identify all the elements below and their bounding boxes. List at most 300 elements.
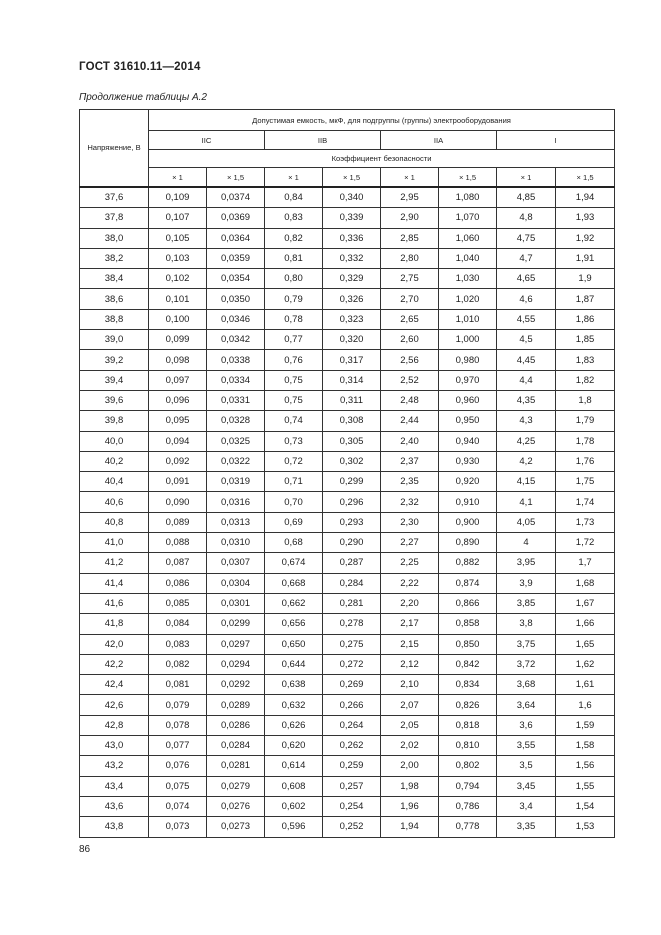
capacity-cell: 0,290 xyxy=(323,533,381,553)
capacity-cell: 0,278 xyxy=(323,614,381,634)
capacity-cell: 0,73 xyxy=(265,431,323,451)
capacity-cell: 0,614 xyxy=(265,756,323,776)
capacity-cell: 0,930 xyxy=(439,451,497,471)
capacity-cell: 1,76 xyxy=(556,451,615,471)
capacity-cell: 0,0276 xyxy=(207,796,265,816)
capacity-cell: 0,0364 xyxy=(207,228,265,248)
capacity-cell: 0,092 xyxy=(149,451,207,471)
capacity-cell: 0,0289 xyxy=(207,695,265,715)
capacity-cell: 0,081 xyxy=(149,675,207,695)
capacity-cell: 0,70 xyxy=(265,492,323,512)
factor-header: × 1 xyxy=(497,168,556,188)
capacity-cell: 0,77 xyxy=(265,330,323,350)
capacity-cell: 1,060 xyxy=(439,228,497,248)
capacity-cell: 1,79 xyxy=(556,411,615,431)
group-header-i: I xyxy=(497,131,615,150)
voltage-cell: 39,4 xyxy=(80,370,149,390)
capacity-cell: 0,332 xyxy=(323,248,381,268)
capacity-cell: 0,105 xyxy=(149,228,207,248)
table-row xyxy=(80,736,615,756)
capacity-cell: 0,0279 xyxy=(207,776,265,796)
table-row xyxy=(80,390,615,410)
capacity-cell: 2,70 xyxy=(381,289,439,309)
capacity-cell: 0,0374 xyxy=(207,187,265,208)
capacity-cell: 1,000 xyxy=(439,330,497,350)
capacity-cell: 0,75 xyxy=(265,390,323,410)
capacity-cell: 2,15 xyxy=(381,634,439,654)
capacity-cell: 3,85 xyxy=(497,593,556,613)
capacity-cell: 0,293 xyxy=(323,512,381,532)
capacity-cell: 0,323 xyxy=(323,309,381,329)
table-row xyxy=(80,796,615,816)
factor-header: × 1 xyxy=(265,168,323,188)
capacity-cell: 0,252 xyxy=(323,817,381,837)
capacity-cell: 4,2 xyxy=(497,451,556,471)
capacity-cell: 1,75 xyxy=(556,472,615,492)
table-body xyxy=(80,187,615,837)
capacity-cell: 0,083 xyxy=(149,634,207,654)
capacity-cell: 0,82 xyxy=(265,228,323,248)
capacity-cell: 4,5 xyxy=(497,330,556,350)
capacity-cell: 0,882 xyxy=(439,553,497,573)
group-header-iia: IIA xyxy=(381,131,497,150)
table-row xyxy=(80,553,615,573)
capacity-cell: 0,0359 xyxy=(207,248,265,268)
table-row xyxy=(80,309,615,329)
factor-header: × 1,5 xyxy=(556,168,615,188)
capacity-cell: 0,810 xyxy=(439,736,497,756)
capacity-cell: 1,94 xyxy=(556,187,615,208)
capacity-cell: 0,602 xyxy=(265,796,323,816)
capacity-cell: 1,72 xyxy=(556,533,615,553)
capacity-cell: 0,668 xyxy=(265,573,323,593)
capacity-cell: 0,088 xyxy=(149,533,207,553)
capacity-cell: 0,090 xyxy=(149,492,207,512)
voltage-cell: 38,6 xyxy=(80,289,149,309)
capacity-cell: 0,257 xyxy=(323,776,381,796)
table-row xyxy=(80,614,615,634)
capacity-cell: 1,73 xyxy=(556,512,615,532)
capacity-cell: 0,0334 xyxy=(207,370,265,390)
capacity-cell: 4,75 xyxy=(497,228,556,248)
capacity-cell: 3,45 xyxy=(497,776,556,796)
table-row xyxy=(80,431,615,451)
table-row xyxy=(80,675,615,695)
capacity-cell: 0,960 xyxy=(439,390,497,410)
table-row xyxy=(80,492,615,512)
capacity-cell: 0,794 xyxy=(439,776,497,796)
capacity-cell: 0,608 xyxy=(265,776,323,796)
voltage-cell: 38,8 xyxy=(80,309,149,329)
capacity-cell: 1,55 xyxy=(556,776,615,796)
capacity-cell: 0,299 xyxy=(323,472,381,492)
capacity-cell: 0,84 xyxy=(265,187,323,208)
capacity-cell: 0,0354 xyxy=(207,269,265,289)
capacity-cell: 0,107 xyxy=(149,208,207,228)
table-row xyxy=(80,228,615,248)
voltage-cell: 41,0 xyxy=(80,533,149,553)
capacity-cell: 0,69 xyxy=(265,512,323,532)
table-caption: Продолжение таблицы А.2 xyxy=(79,92,207,103)
capacity-cell: 1,93 xyxy=(556,208,615,228)
capacity-cell: 0,850 xyxy=(439,634,497,654)
capacity-cell: 4,6 xyxy=(497,289,556,309)
capacity-cell: 1,65 xyxy=(556,634,615,654)
capacity-cell: 1,85 xyxy=(556,330,615,350)
table-row xyxy=(80,756,615,776)
voltage-cell: 42,8 xyxy=(80,715,149,735)
capacity-cell: 0,74 xyxy=(265,411,323,431)
capacity-cell: 2,85 xyxy=(381,228,439,248)
capacity-cell: 3,5 xyxy=(497,756,556,776)
capacity-cell: 0,83 xyxy=(265,208,323,228)
capacity-cell: 0,326 xyxy=(323,289,381,309)
voltage-cell: 40,0 xyxy=(80,431,149,451)
capacity-cell: 4,05 xyxy=(497,512,556,532)
capacity-cell: 3,35 xyxy=(497,817,556,837)
capacity-table xyxy=(79,109,615,838)
capacity-cell: 0,102 xyxy=(149,269,207,289)
table-row xyxy=(80,512,615,532)
voltage-cell: 41,2 xyxy=(80,553,149,573)
capacity-cell: 0,097 xyxy=(149,370,207,390)
capacity-cell: 0,096 xyxy=(149,390,207,410)
capacity-cell: 0,81 xyxy=(265,248,323,268)
group-header-iib: IIB xyxy=(265,131,381,150)
capacity-cell: 0,910 xyxy=(439,492,497,512)
capacity-cell: 0,818 xyxy=(439,715,497,735)
voltage-cell: 42,4 xyxy=(80,675,149,695)
capacity-cell: 4,45 xyxy=(497,350,556,370)
capacity-cell: 1,61 xyxy=(556,675,615,695)
capacity-cell: 0,786 xyxy=(439,796,497,816)
voltage-cell: 42,2 xyxy=(80,654,149,674)
capacity-header: Допустимая емкость, мкФ, для подгруппы (группы) электрооборудования xyxy=(149,110,615,131)
capacity-cell: 2,02 xyxy=(381,736,439,756)
voltage-cell: 37,6 xyxy=(80,187,149,208)
capacity-cell: 0,72 xyxy=(265,451,323,471)
capacity-cell: 3,4 xyxy=(497,796,556,816)
capacity-cell: 0,900 xyxy=(439,512,497,532)
capacity-cell: 2,35 xyxy=(381,472,439,492)
capacity-cell: 4,3 xyxy=(497,411,556,431)
capacity-cell: 0,086 xyxy=(149,573,207,593)
capacity-cell: 0,076 xyxy=(149,756,207,776)
table-row xyxy=(80,187,615,208)
table-row xyxy=(80,269,615,289)
capacity-cell: 4,85 xyxy=(497,187,556,208)
capacity-cell: 1,7 xyxy=(556,553,615,573)
capacity-cell: 0,834 xyxy=(439,675,497,695)
table-row xyxy=(80,411,615,431)
capacity-cell: 1,020 xyxy=(439,289,497,309)
capacity-cell: 1,070 xyxy=(439,208,497,228)
capacity-cell: 0,311 xyxy=(323,390,381,410)
group-header-iic: IIC xyxy=(149,131,265,150)
factor-header: × 1,5 xyxy=(439,168,497,188)
voltage-cell: 40,2 xyxy=(80,451,149,471)
capacity-cell: 1,54 xyxy=(556,796,615,816)
capacity-cell: 0,094 xyxy=(149,431,207,451)
capacity-cell: 0,272 xyxy=(323,654,381,674)
capacity-cell: 0,68 xyxy=(265,533,323,553)
capacity-cell: 0,305 xyxy=(323,431,381,451)
voltage-cell: 39,2 xyxy=(80,350,149,370)
capacity-cell: 0,302 xyxy=(323,451,381,471)
capacity-cell: 0,0328 xyxy=(207,411,265,431)
capacity-cell: 0,079 xyxy=(149,695,207,715)
capacity-cell: 0,109 xyxy=(149,187,207,208)
capacity-cell: 0,638 xyxy=(265,675,323,695)
voltage-cell: 38,4 xyxy=(80,269,149,289)
capacity-cell: 1,68 xyxy=(556,573,615,593)
voltage-cell: 39,6 xyxy=(80,390,149,410)
capacity-cell: 0,0297 xyxy=(207,634,265,654)
capacity-cell: 1,080 xyxy=(439,187,497,208)
table-row xyxy=(80,472,615,492)
capacity-cell: 0,0369 xyxy=(207,208,265,228)
capacity-cell: 1,59 xyxy=(556,715,615,735)
capacity-cell: 0,980 xyxy=(439,350,497,370)
capacity-cell: 0,0292 xyxy=(207,675,265,695)
capacity-cell: 0,308 xyxy=(323,411,381,431)
capacity-cell: 0,091 xyxy=(149,472,207,492)
capacity-cell: 0,266 xyxy=(323,695,381,715)
capacity-cell: 2,00 xyxy=(381,756,439,776)
capacity-cell: 2,48 xyxy=(381,390,439,410)
capacity-cell: 1,74 xyxy=(556,492,615,512)
capacity-cell: 2,17 xyxy=(381,614,439,634)
table-row xyxy=(80,654,615,674)
capacity-cell: 0,644 xyxy=(265,654,323,674)
capacity-cell: 2,56 xyxy=(381,350,439,370)
capacity-cell: 0,632 xyxy=(265,695,323,715)
capacity-cell: 0,940 xyxy=(439,431,497,451)
capacity-cell: 1,87 xyxy=(556,289,615,309)
capacity-cell: 1,58 xyxy=(556,736,615,756)
capacity-cell: 3,55 xyxy=(497,736,556,756)
capacity-cell: 0,626 xyxy=(265,715,323,735)
capacity-cell: 1,62 xyxy=(556,654,615,674)
capacity-cell: 0,674 xyxy=(265,553,323,573)
capacity-cell: 0,970 xyxy=(439,370,497,390)
voltage-cell: 42,6 xyxy=(80,695,149,715)
capacity-cell: 0,874 xyxy=(439,573,497,593)
voltage-cell: 41,4 xyxy=(80,573,149,593)
capacity-cell: 0,259 xyxy=(323,756,381,776)
capacity-cell: 2,52 xyxy=(381,370,439,390)
capacity-cell: 4,15 xyxy=(497,472,556,492)
capacity-cell: 0,656 xyxy=(265,614,323,634)
capacity-cell: 3,8 xyxy=(497,614,556,634)
capacity-cell: 0,920 xyxy=(439,472,497,492)
table-row xyxy=(80,817,615,837)
voltage-cell: 38,0 xyxy=(80,228,149,248)
capacity-cell: 1,53 xyxy=(556,817,615,837)
table-row xyxy=(80,208,615,228)
capacity-cell: 1,56 xyxy=(556,756,615,776)
voltage-cell: 43,4 xyxy=(80,776,149,796)
capacity-cell: 1,030 xyxy=(439,269,497,289)
capacity-cell: 2,32 xyxy=(381,492,439,512)
capacity-cell: 3,68 xyxy=(497,675,556,695)
capacity-cell: 0,0331 xyxy=(207,390,265,410)
capacity-cell: 1,83 xyxy=(556,350,615,370)
capacity-cell: 0,76 xyxy=(265,350,323,370)
capacity-cell: 0,084 xyxy=(149,614,207,634)
capacity-cell: 4,25 xyxy=(497,431,556,451)
capacity-cell: 0,296 xyxy=(323,492,381,512)
capacity-cell: 0,077 xyxy=(149,736,207,756)
capacity-cell: 0,095 xyxy=(149,411,207,431)
voltage-cell: 43,2 xyxy=(80,756,149,776)
capacity-cell: 0,101 xyxy=(149,289,207,309)
factor-header: × 1,5 xyxy=(323,168,381,188)
capacity-cell: 0,0350 xyxy=(207,289,265,309)
table-row xyxy=(80,248,615,268)
voltage-cell: 40,8 xyxy=(80,512,149,532)
capacity-cell: 0,317 xyxy=(323,350,381,370)
capacity-cell: 4,65 xyxy=(497,269,556,289)
capacity-cell: 1,6 xyxy=(556,695,615,715)
capacity-cell: 0,087 xyxy=(149,553,207,573)
capacity-cell: 0,778 xyxy=(439,817,497,837)
voltage-cell: 37,8 xyxy=(80,208,149,228)
capacity-cell: 3,9 xyxy=(497,573,556,593)
capacity-cell: 2,60 xyxy=(381,330,439,350)
capacity-cell: 2,37 xyxy=(381,451,439,471)
capacity-cell: 4,55 xyxy=(497,309,556,329)
capacity-cell: 0,0304 xyxy=(207,573,265,593)
capacity-cell: 1,98 xyxy=(381,776,439,796)
voltage-cell: 42,0 xyxy=(80,634,149,654)
capacity-cell: 0,79 xyxy=(265,289,323,309)
capacity-cell: 0,0319 xyxy=(207,472,265,492)
capacity-cell: 4,1 xyxy=(497,492,556,512)
capacity-cell: 2,05 xyxy=(381,715,439,735)
capacity-cell: 0,281 xyxy=(323,593,381,613)
voltage-cell: 40,6 xyxy=(80,492,149,512)
capacity-cell: 0,650 xyxy=(265,634,323,654)
capacity-cell: 0,858 xyxy=(439,614,497,634)
capacity-cell: 0,0294 xyxy=(207,654,265,674)
capacity-cell: 0,71 xyxy=(265,472,323,492)
table-row xyxy=(80,330,615,350)
capacity-cell: 0,620 xyxy=(265,736,323,756)
voltage-cell: 39,8 xyxy=(80,411,149,431)
capacity-cell: 0,0310 xyxy=(207,533,265,553)
capacity-cell: 0,0299 xyxy=(207,614,265,634)
voltage-cell: 38,2 xyxy=(80,248,149,268)
capacity-cell: 0,314 xyxy=(323,370,381,390)
capacity-cell: 0,103 xyxy=(149,248,207,268)
table-row xyxy=(80,573,615,593)
capacity-cell: 0,099 xyxy=(149,330,207,350)
table-row xyxy=(80,634,615,654)
capacity-cell: 0,950 xyxy=(439,411,497,431)
capacity-cell: 0,0307 xyxy=(207,553,265,573)
capacity-cell: 0,254 xyxy=(323,796,381,816)
capacity-cell: 1,040 xyxy=(439,248,497,268)
capacity-cell: 4,4 xyxy=(497,370,556,390)
capacity-cell: 2,90 xyxy=(381,208,439,228)
capacity-cell: 1,92 xyxy=(556,228,615,248)
capacity-cell: 0,80 xyxy=(265,269,323,289)
capacity-cell: 0,264 xyxy=(323,715,381,735)
capacity-cell: 0,78 xyxy=(265,309,323,329)
capacity-cell: 0,098 xyxy=(149,350,207,370)
capacity-cell: 0,0322 xyxy=(207,451,265,471)
capacity-cell: 0,890 xyxy=(439,533,497,553)
capacity-cell: 0,802 xyxy=(439,756,497,776)
table-row xyxy=(80,695,615,715)
capacity-cell: 0,826 xyxy=(439,695,497,715)
capacity-cell: 1,8 xyxy=(556,390,615,410)
table-row xyxy=(80,593,615,613)
capacity-cell: 3,64 xyxy=(497,695,556,715)
capacity-cell: 2,44 xyxy=(381,411,439,431)
capacity-cell: 0,078 xyxy=(149,715,207,735)
capacity-cell: 0,329 xyxy=(323,269,381,289)
capacity-cell: 0,0342 xyxy=(207,330,265,350)
capacity-cell: 0,073 xyxy=(149,817,207,837)
capacity-cell: 1,9 xyxy=(556,269,615,289)
capacity-cell: 0,0325 xyxy=(207,431,265,451)
capacity-cell: 0,085 xyxy=(149,593,207,613)
capacity-cell: 0,842 xyxy=(439,654,497,674)
capacity-cell: 0,074 xyxy=(149,796,207,816)
capacity-cell: 0,0273 xyxy=(207,817,265,837)
capacity-cell: 2,20 xyxy=(381,593,439,613)
voltage-cell: 43,0 xyxy=(80,736,149,756)
capacity-cell: 0,0346 xyxy=(207,309,265,329)
capacity-cell: 0,275 xyxy=(323,634,381,654)
voltage-cell: 41,6 xyxy=(80,593,149,613)
table-row xyxy=(80,350,615,370)
capacity-cell: 2,80 xyxy=(381,248,439,268)
capacity-cell: 4,35 xyxy=(497,390,556,410)
capacity-cell: 0,287 xyxy=(323,553,381,573)
factor-header: × 1,5 xyxy=(207,168,265,188)
capacity-cell: 0,596 xyxy=(265,817,323,837)
capacity-cell: 2,12 xyxy=(381,654,439,674)
capacity-cell: 0,340 xyxy=(323,187,381,208)
capacity-cell: 0,336 xyxy=(323,228,381,248)
capacity-cell: 0,0284 xyxy=(207,736,265,756)
capacity-cell: 1,82 xyxy=(556,370,615,390)
table-row xyxy=(80,533,615,553)
capacity-cell: 2,95 xyxy=(381,187,439,208)
capacity-cell: 4,8 xyxy=(497,208,556,228)
capacity-cell: 0,0281 xyxy=(207,756,265,776)
capacity-cell: 2,75 xyxy=(381,269,439,289)
voltage-cell: 43,6 xyxy=(80,796,149,816)
table-row xyxy=(80,451,615,471)
capacity-cell: 2,25 xyxy=(381,553,439,573)
document-title: ГОСТ 31610.11—2014 xyxy=(79,61,201,73)
capacity-cell: 0,0286 xyxy=(207,715,265,735)
capacity-cell: 0,100 xyxy=(149,309,207,329)
capacity-cell: 0,0316 xyxy=(207,492,265,512)
capacity-cell: 2,65 xyxy=(381,309,439,329)
capacity-cell: 2,40 xyxy=(381,431,439,451)
capacity-cell: 3,75 xyxy=(497,634,556,654)
voltage-cell: 41,8 xyxy=(80,614,149,634)
capacity-cell: 1,91 xyxy=(556,248,615,268)
table-row xyxy=(80,715,615,735)
capacity-cell: 2,10 xyxy=(381,675,439,695)
capacity-cell: 0,320 xyxy=(323,330,381,350)
